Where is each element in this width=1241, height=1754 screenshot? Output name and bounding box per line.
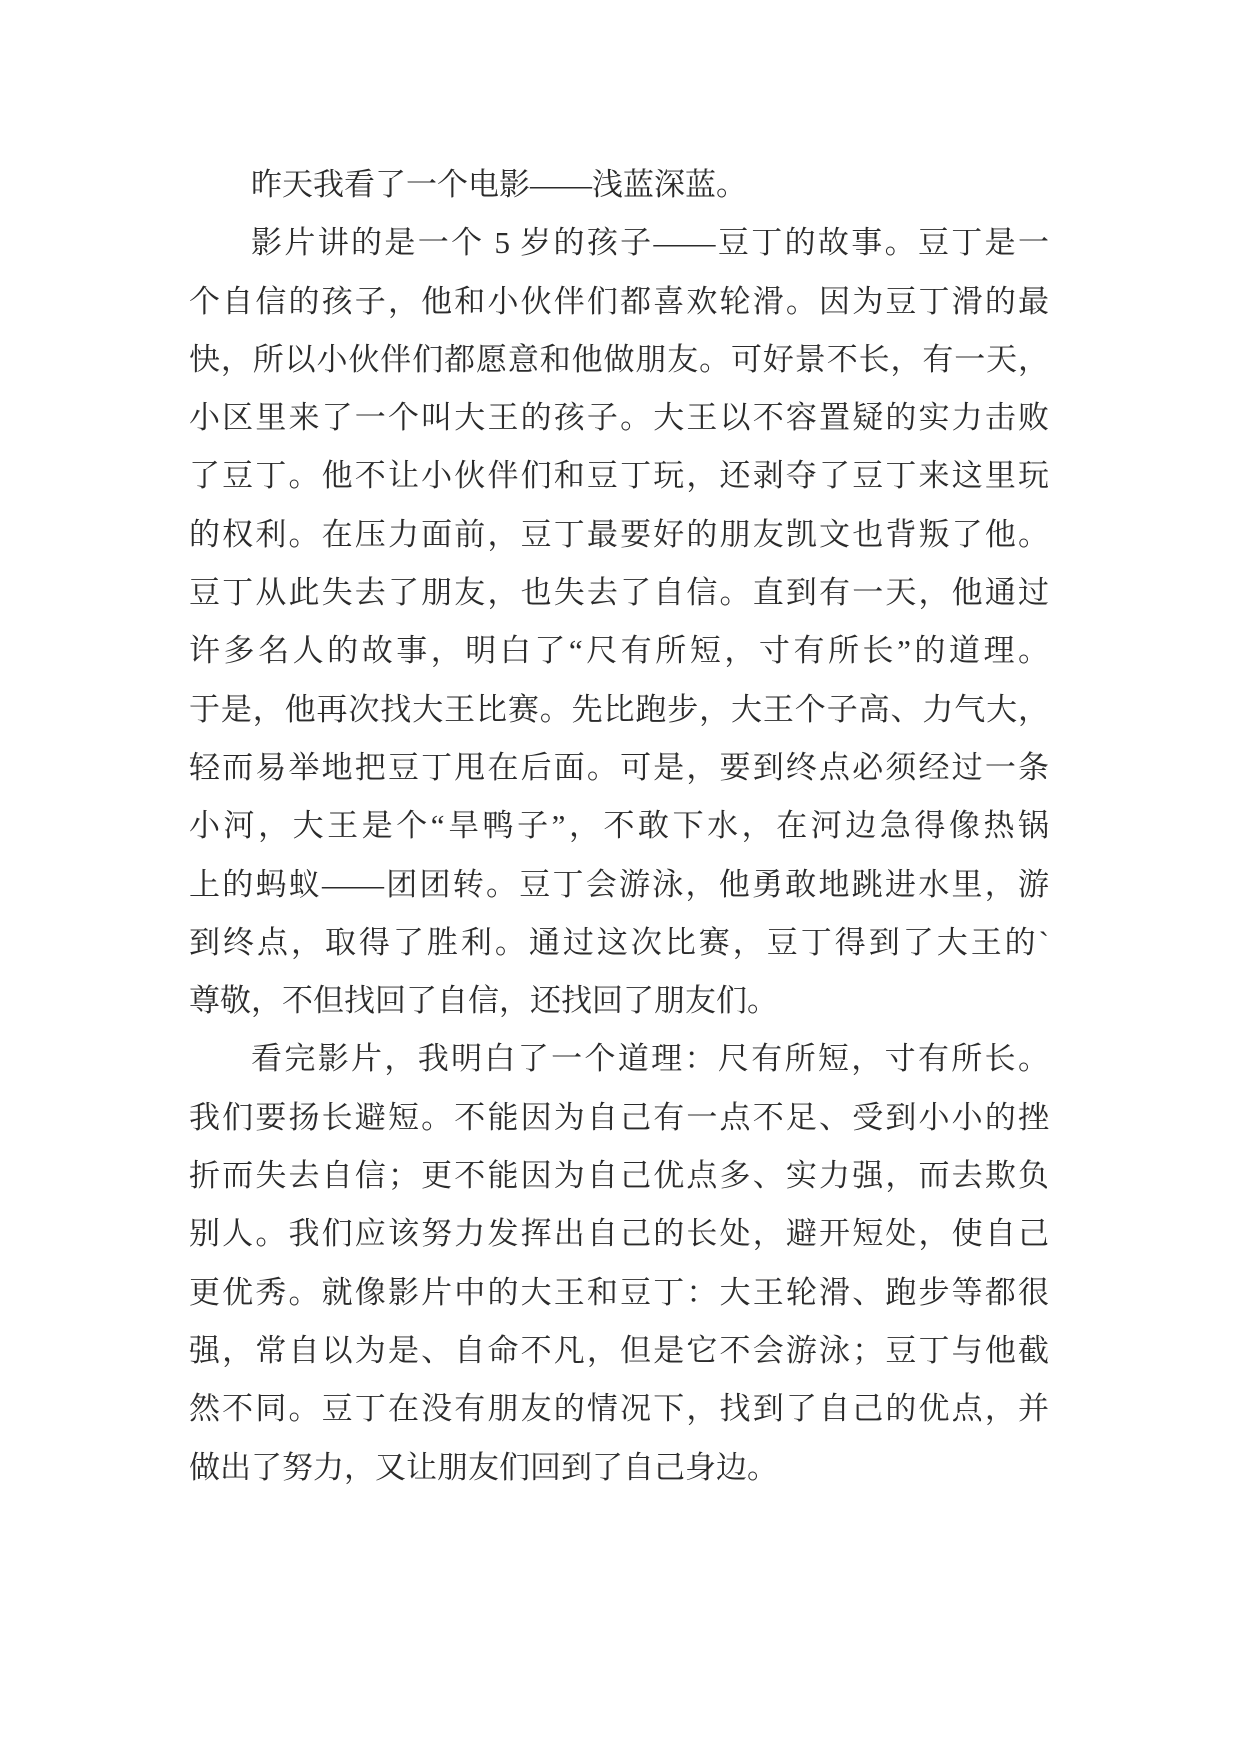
text-line: 上的蚂蚁——团团转。豆丁会游泳，他勇敢地跳进水里，游 — [189, 866, 1049, 902]
text-line: 的权利。在压力面前，豆丁最要好的朋友凯文也背叛了他。 — [189, 516, 1049, 552]
text-line: 许多名人的故事，明白了“尺有所短，寸有所长”的道理。 — [189, 633, 1049, 669]
text-line: 豆丁从此失去了朋友，也失去了自信。直到有一天，他通过 — [189, 575, 1049, 611]
text-line: 更优秀。就像影片中的大王和豆丁：大王轮滑、跑步等都很 — [189, 1274, 1049, 1310]
text-line: 尊敬，不但找回了自信，还找回了朋友们。 — [189, 983, 778, 1019]
text-line: 小区里来了一个叫大王的孩子。大王以不容置疑的实力击败 — [189, 400, 1049, 436]
text-line: 到终点，取得了胜利。通过这次比赛，豆丁得到了大王的` — [189, 924, 1049, 960]
text-line: 别人。我们应该努力发挥出自己的长处，避开短处，使自己 — [189, 1216, 1049, 1252]
text-line: 小河，大王是个“旱鸭子”，不敢下水，在河边急得像热锅 — [189, 808, 1049, 844]
text-line: 轻而易举地把豆丁甩在后面。可是，要到终点必须经过一条 — [189, 749, 1049, 785]
paragraph — [189, 1030, 1049, 1496]
text-line: 于是，他再次找大王比赛。先比跑步，大王个子高、力气大， — [189, 691, 1049, 727]
text-line: 强，常自以为是、自命不凡，但是它不会游泳；豆丁与他截 — [189, 1332, 1049, 1368]
text-line: 做出了努力，又让朋友们回到了自己身边。 — [189, 1449, 778, 1485]
text-line: 看完影片，我明白了一个道理：尺有所短，寸有所长。 — [251, 1041, 1049, 1077]
text-line: 折而失去自信；更不能因为自己优点多、实力强，而去欺负 — [189, 1158, 1049, 1194]
text-line: 昨天我看了一个电影——浅蓝深蓝。 — [251, 167, 747, 202]
paragraph — [189, 156, 1049, 214]
essay-body — [189, 156, 1049, 1497]
text-line: 影片讲的是一个 5 岁的孩子——豆丁的故事。豆丁是一 — [251, 225, 1049, 261]
text-line: 个自信的孩子，他和小伙伴们都喜欢轮滑。因为豆丁滑的最 — [189, 283, 1049, 319]
text-line: 快，所以小伙伴们都愿意和他做朋友。可好景不长，有一天， — [189, 341, 1049, 377]
paragraph — [189, 214, 1049, 1030]
text-line: 了豆丁。他不让小伙伴们和豆丁玩，还剥夺了豆丁来这里玩 — [189, 458, 1049, 494]
text-line: 然不同。豆丁在没有朋友的情况下，找到了自己的优点，并 — [189, 1391, 1049, 1427]
text-line: 我们要扬长避短。不能因为自己有一点不足、受到小小的挫 — [189, 1099, 1049, 1135]
